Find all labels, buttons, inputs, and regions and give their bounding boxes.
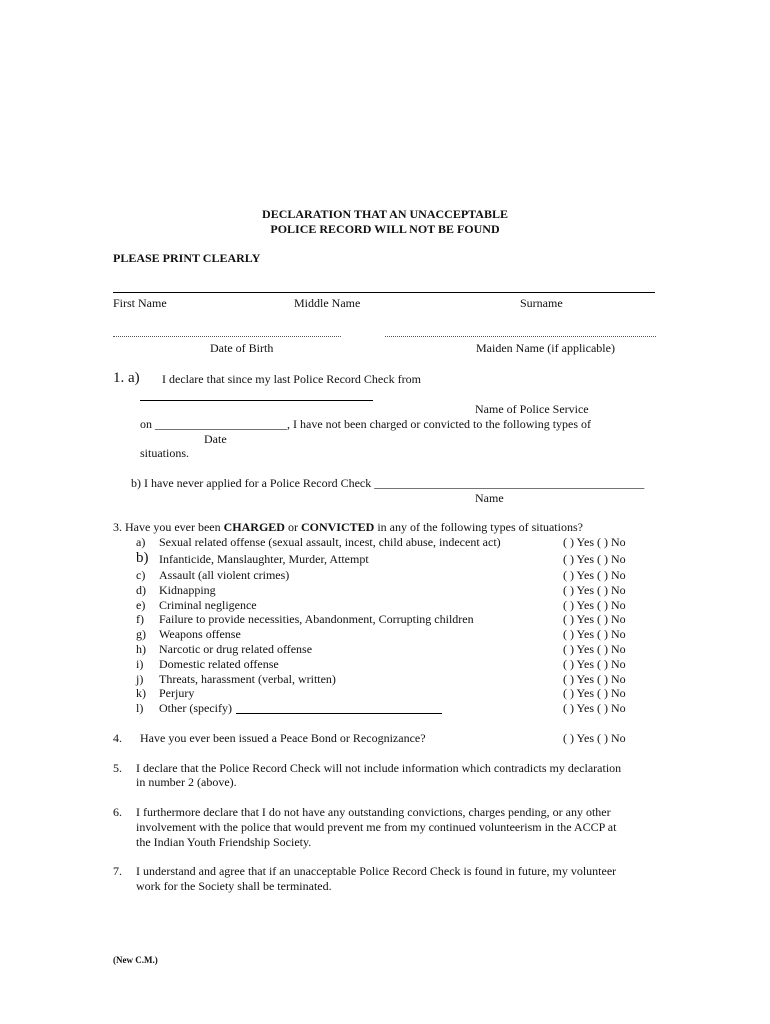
item-letter: h) <box>136 642 146 656</box>
yes-no-options[interactable]: ( ) Yes ( ) No <box>563 672 626 686</box>
instruction: PLEASE PRINT CLEARLY <box>113 251 261 265</box>
title-line-1: DECLARATION THAT AN UNACCEPTABLE <box>262 207 508 221</box>
section-7-line-1: I understand and agree that if an unacceptable Police Record Check is found in future, my volunteer <box>136 864 617 878</box>
item-letter: a) <box>136 535 146 549</box>
item-letter: c) <box>136 568 146 582</box>
situations-text: situations. <box>140 446 190 460</box>
yes-no-options[interactable]: ( ) Yes ( ) No <box>563 701 626 715</box>
dob-line[interactable] <box>113 336 341 337</box>
item-text: Perjury <box>159 686 195 700</box>
dob-label: Date of Birth <box>210 341 274 355</box>
item-text: Failure to provide necessities, Abandonment, Corrupting children <box>159 612 474 626</box>
section-4-text: Have you ever been issued a Peace Bond or Recognizance? <box>140 731 426 745</box>
name-line[interactable] <box>113 292 655 293</box>
item-text: Criminal negligence <box>159 598 257 612</box>
maiden-name-label: Maiden Name (if applicable) <box>476 341 615 355</box>
section-1-on-line: on ______________________, I have not been charged or convicted to the following types of <box>140 417 592 431</box>
item-letter: k) <box>136 686 146 700</box>
yes-no-options[interactable]: ( ) Yes ( ) No <box>563 568 626 582</box>
surname-label: Surname <box>520 296 563 310</box>
item-letter: e) <box>136 598 146 612</box>
item-text: Weapons offense <box>159 627 241 641</box>
footer-note: (New C.M.) <box>113 955 158 965</box>
section-6-line-2: involvement with the police that would prevent me from my continued volunteerism in the ACCP at <box>136 820 617 834</box>
item-letter: i) <box>136 657 144 671</box>
item-letter: j) <box>136 672 144 686</box>
yes-no-options[interactable]: ( ) Yes ( ) No <box>563 535 626 549</box>
item-letter: d) <box>136 583 146 597</box>
yes-no-options[interactable]: ( ) Yes ( ) No <box>563 731 626 745</box>
section-7-line-2: work for the Society shall be terminated. <box>136 879 332 893</box>
section-6-line-1: I furthermore declare that I do not have any outstanding convictions, charges pending, or any other <box>136 805 611 819</box>
item-text: Threats, harassment (verbal, written) <box>159 672 336 686</box>
police-service-line[interactable] <box>140 400 373 401</box>
yes-no-options[interactable]: ( ) Yes ( ) No <box>563 657 626 671</box>
middle-name-label: Middle Name <box>294 296 361 310</box>
item-letter: l) <box>136 701 144 715</box>
item-text: Assault (all violent crimes) <box>159 568 290 582</box>
section-3-heading: 3. Have you ever been CHARGED or CONVICTED in any of the following types of situations? <box>113 520 583 534</box>
item-letter: g) <box>136 627 146 641</box>
title-line-2: POLICE RECORD WILL NOT BE FOUND <box>270 222 500 236</box>
yes-no-options[interactable]: ( ) Yes ( ) No <box>563 552 626 566</box>
item-text: Other (specify) <box>159 701 232 715</box>
police-service-label: Name of Police Service <box>475 402 589 416</box>
section-5-line-1: I declare that the Police Record Check will not include information which contradicts my declaration <box>136 761 622 775</box>
section-5-number: 5. <box>113 761 122 775</box>
section-6-line-3: the Indian Youth Friendship Society. <box>136 835 312 849</box>
item-letter: f) <box>136 612 144 626</box>
section-1b-text: b) I have never applied for a Police Record Check _____________________________________________ <box>131 476 645 490</box>
item-letter: b) <box>136 550 149 566</box>
item-text: Narcotic or drug related offense <box>159 642 313 656</box>
section-4-number: 4. <box>113 731 122 745</box>
item-text: Kidnapping <box>159 583 216 597</box>
item-text: Domestic related offense <box>159 657 279 671</box>
section-1-number: 1. a) <box>113 370 140 386</box>
yes-no-options[interactable]: ( ) Yes ( ) No <box>563 686 626 700</box>
yes-no-options[interactable]: ( ) Yes ( ) No <box>563 583 626 597</box>
yes-no-options[interactable]: ( ) Yes ( ) No <box>563 627 626 641</box>
section-5-line-2: in number 2 (above). <box>136 775 237 789</box>
yes-no-options[interactable]: ( ) Yes ( ) No <box>563 642 626 656</box>
item-text: Infanticide, Manslaughter, Murder, Attempt <box>159 552 369 566</box>
section-6-number: 6. <box>113 805 122 819</box>
yes-no-options[interactable]: ( ) Yes ( ) No <box>563 612 626 626</box>
name-label: Name <box>475 491 504 505</box>
yes-no-options[interactable]: ( ) Yes ( ) No <box>563 598 626 612</box>
first-name-label: First Name <box>113 296 167 310</box>
section-1-text: I declare that since my last Police Record Check from <box>162 372 421 386</box>
maiden-name-line[interactable] <box>385 336 656 337</box>
other-specify-line[interactable] <box>236 713 442 714</box>
section-7-number: 7. <box>113 864 122 878</box>
date-label: Date <box>204 432 227 446</box>
item-text: Sexual related offense (sexual assault, incest, child abuse, indecent act) <box>159 535 501 549</box>
